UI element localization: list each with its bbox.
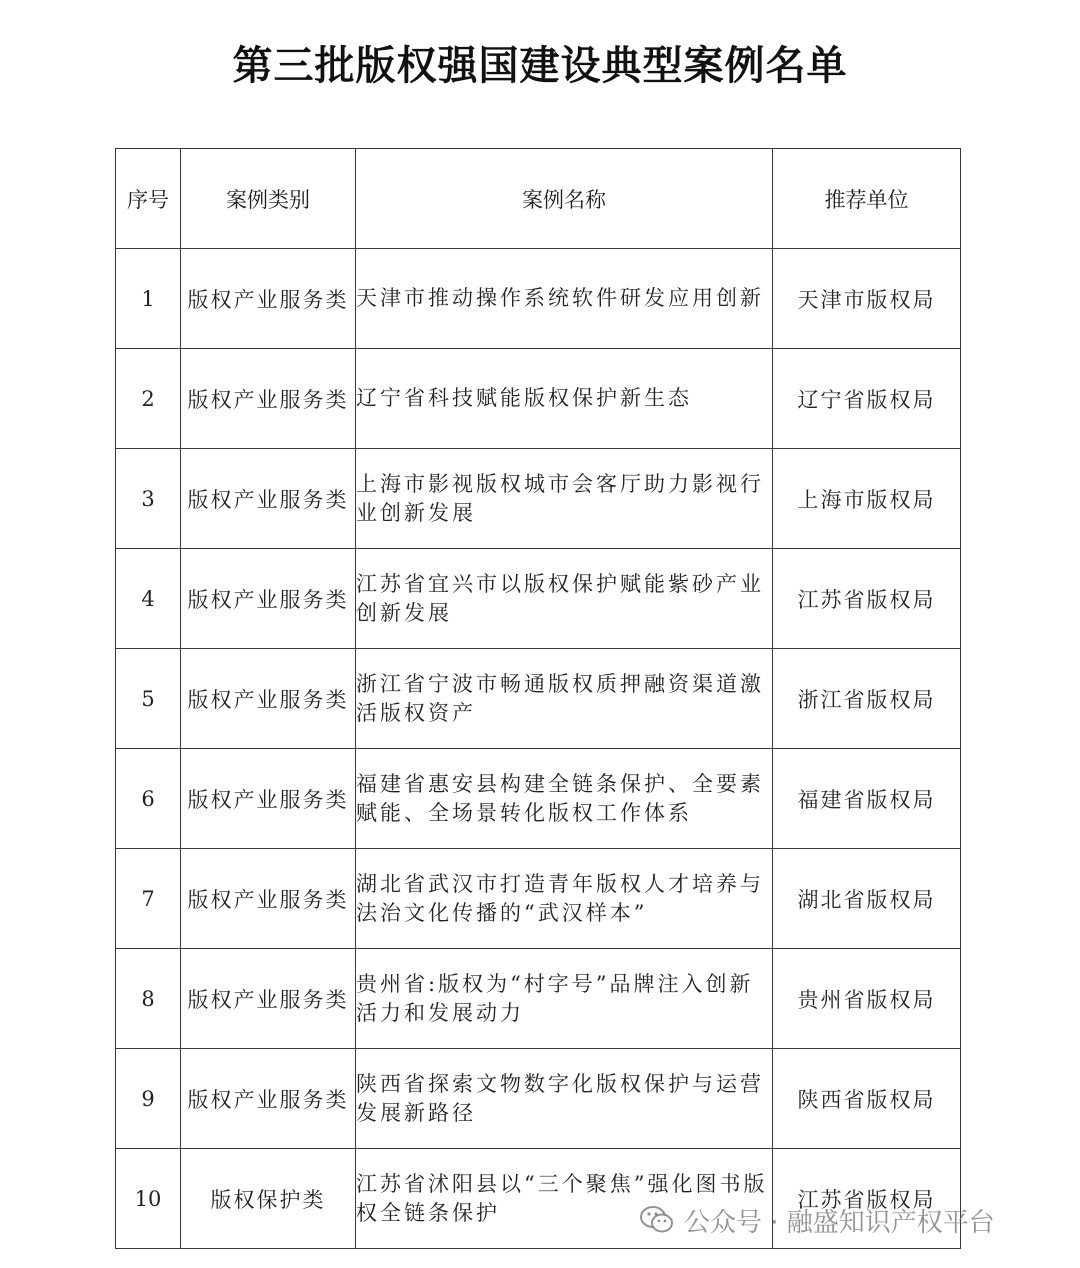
row-category: 版权产业服务类: [181, 949, 356, 1049]
row-category: 版权产业服务类: [181, 349, 356, 449]
row-unit: 福建省版权局: [773, 749, 961, 849]
row-unit: 天津市版权局: [773, 249, 961, 349]
wechat-icon: [640, 1205, 674, 1235]
row-name: 贵州省:版权为“村字号”品牌注入创新活力和发展动力: [356, 949, 773, 1049]
row-unit: 辽宁省版权局: [773, 349, 961, 449]
row-unit: 湖北省版权局: [773, 849, 961, 949]
table-row: [116, 349, 961, 449]
table-row: [116, 649, 961, 749]
row-name: 陕西省探索文物数字化版权保护与运营发展新路径: [356, 1049, 773, 1149]
row-category: 版权产业服务类: [181, 749, 356, 849]
row-num: 2: [116, 349, 181, 449]
row-num: 5: [116, 649, 181, 749]
row-category: 版权产业服务类: [181, 849, 356, 949]
row-category: 版权产业服务类: [181, 249, 356, 349]
row-unit: 陕西省版权局: [773, 1049, 961, 1149]
row-name: 江苏省沭阳县以“三个聚焦”强化图书版权全链条保护: [356, 1149, 773, 1249]
row-unit: 贵州省版权局: [773, 949, 961, 1049]
row-category: 版权产业服务类: [181, 1049, 356, 1149]
row-num: 3: [116, 449, 181, 549]
row-name: 江苏省宜兴市以版权保护赋能紫砂产业创新发展: [356, 549, 773, 649]
header-category: 案例类别: [181, 149, 356, 249]
table-row: [116, 849, 961, 949]
row-unit: 江苏省版权局: [773, 1149, 961, 1249]
row-name: 辽宁省科技赋能版权保护新生态: [356, 349, 773, 449]
header-num: 序号: [116, 149, 181, 249]
table-row: [116, 249, 961, 349]
row-num: 6: [116, 749, 181, 849]
watermark: [640, 1190, 995, 1250]
table-row: [116, 1049, 961, 1149]
row-name: 福建省惠安县构建全链条保护、全要素赋能、全场景转化版权工作体系: [356, 749, 773, 849]
row-category: 版权保护类: [181, 1149, 356, 1249]
table-row: [116, 449, 961, 549]
row-unit: 浙江省版权局: [773, 649, 961, 749]
row-num: 1: [116, 249, 181, 349]
row-num: 8: [116, 949, 181, 1049]
row-num: 10: [116, 1149, 181, 1249]
watermark-text: 公众号 · 融盛知识产权平台: [684, 1207, 995, 1238]
row-category: 版权产业服务类: [181, 649, 356, 749]
row-unit: 上海市版权局: [773, 449, 961, 549]
row-unit: 江苏省版权局: [773, 549, 961, 649]
header-name: 案例名称: [356, 149, 773, 249]
table-header-row: [116, 149, 961, 249]
table-row: [116, 949, 961, 1049]
page-title: 第三批版权强国建设典型案例名单: [232, 42, 848, 89]
row-category: 版权产业服务类: [181, 449, 356, 549]
table-row: [116, 749, 961, 849]
row-name: 天津市推动操作系统软件研发应用创新: [356, 249, 773, 349]
row-num: 9: [116, 1049, 181, 1149]
row-name: 湖北省武汉市打造青年版权人才培养与法治文化传播的“武汉样本”: [356, 849, 773, 949]
case-list-table: [115, 148, 961, 1249]
row-num: 7: [116, 849, 181, 949]
row-category: 版权产业服务类: [181, 549, 356, 649]
row-name: 浙江省宁波市畅通版权质押融资渠道激活版权资产: [356, 649, 773, 749]
header-unit: 推荐单位: [773, 149, 961, 249]
row-name: 上海市影视版权城市会客厅助力影视行业创新发展: [356, 449, 773, 549]
row-num: 4: [116, 549, 181, 649]
table-row: [116, 549, 961, 649]
